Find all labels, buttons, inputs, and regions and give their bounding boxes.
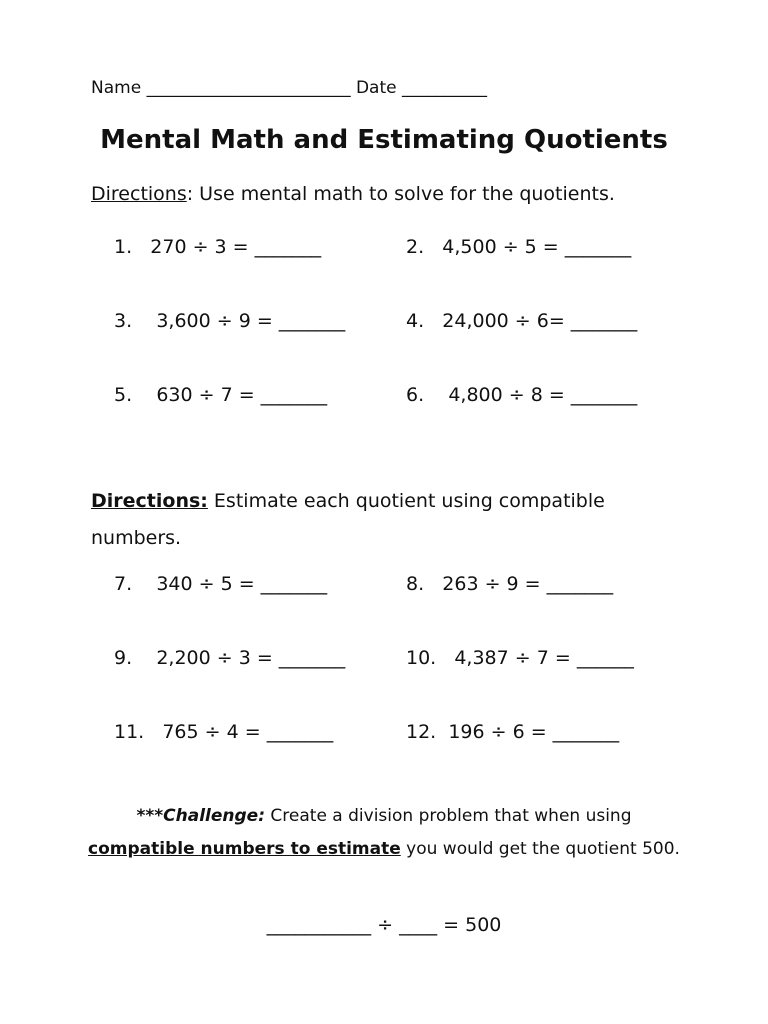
problem-number: 11.: [114, 721, 145, 743]
problem-expression: 196 ÷ 6 = _______: [448, 721, 620, 743]
problem-expression: 24,000 ÷ 6= _______: [442, 310, 638, 332]
problem-4[interactable]: [406, 310, 637, 332]
challenge-text: [84, 800, 684, 866]
problem-number: 10.: [406, 647, 437, 669]
problem-expression: 4,800 ÷ 8 = _______: [448, 384, 638, 406]
problem-number: 1.: [114, 236, 133, 258]
problem-5[interactable]: [114, 384, 327, 406]
problem-expression: 270 ÷ 3 = _______: [150, 236, 322, 258]
problem-7[interactable]: [114, 573, 327, 595]
problem-8[interactable]: [406, 573, 613, 595]
challenge-keyword: compatible numbers to estimate: [88, 839, 401, 859]
date-label: Date: [355, 78, 397, 98]
problem-3[interactable]: [114, 310, 345, 332]
problem-expression: 3,600 ÷ 9 = _______: [156, 310, 346, 332]
directions-1-label: Directions: [91, 183, 187, 205]
problem-number: 9.: [114, 647, 133, 669]
problem-expression: 630 ÷ 7 = _______: [156, 384, 328, 406]
problem-number: 3.: [114, 310, 133, 332]
problem-expression: 340 ÷ 5 = _______: [156, 573, 328, 595]
problem-12[interactable]: [406, 721, 619, 743]
problem-6[interactable]: [406, 384, 637, 406]
problem-number: 5.: [114, 384, 133, 406]
directions-1-text: : Use mental math to solve for the quotients.: [186, 183, 615, 205]
problem-expression: 4,387 ÷ 7 = ______: [454, 647, 634, 669]
problem-number: 12.: [406, 721, 437, 743]
name-label: Name: [91, 78, 142, 98]
problem-10[interactable]: [406, 647, 634, 669]
challenge-answer-line[interactable]: ___________ ÷ ____ = 500: [266, 914, 502, 936]
problem-expression: 2,200 ÷ 3 = _______: [156, 647, 346, 669]
problem-expression: 263 ÷ 9 = _______: [442, 573, 614, 595]
problem-2[interactable]: [406, 236, 631, 258]
directions-2-text: Estimate each quotient using compatible numbers.: [91, 490, 605, 549]
problem-expression: 765 ÷ 4 = _______: [162, 721, 334, 743]
name-field[interactable]: ________________________: [146, 78, 351, 98]
problem-number: 6.: [406, 384, 425, 406]
problem-number: 7.: [114, 573, 133, 595]
date-field[interactable]: __________: [402, 78, 488, 98]
challenge-text-1: Create a division problem that when using: [265, 806, 632, 826]
problem-number: 8.: [406, 573, 425, 595]
directions-1: [91, 183, 615, 205]
directions-2: [91, 483, 691, 557]
problem-1[interactable]: [114, 236, 321, 258]
problem-number: 2.: [406, 236, 425, 258]
problem-expression: 4,500 ÷ 5 = _______: [442, 236, 632, 258]
directions-2-label: Directions:: [91, 490, 208, 512]
problem-number: 4.: [406, 310, 425, 332]
name-date-line: [91, 78, 487, 98]
challenge-text-2: you would get the quotient 500.: [400, 839, 680, 859]
problem-11[interactable]: [114, 721, 333, 743]
challenge-label: ***Challenge:: [136, 806, 266, 826]
problem-9[interactable]: [114, 647, 345, 669]
page-title: Mental Math and Estimating Quotients: [100, 125, 668, 155]
